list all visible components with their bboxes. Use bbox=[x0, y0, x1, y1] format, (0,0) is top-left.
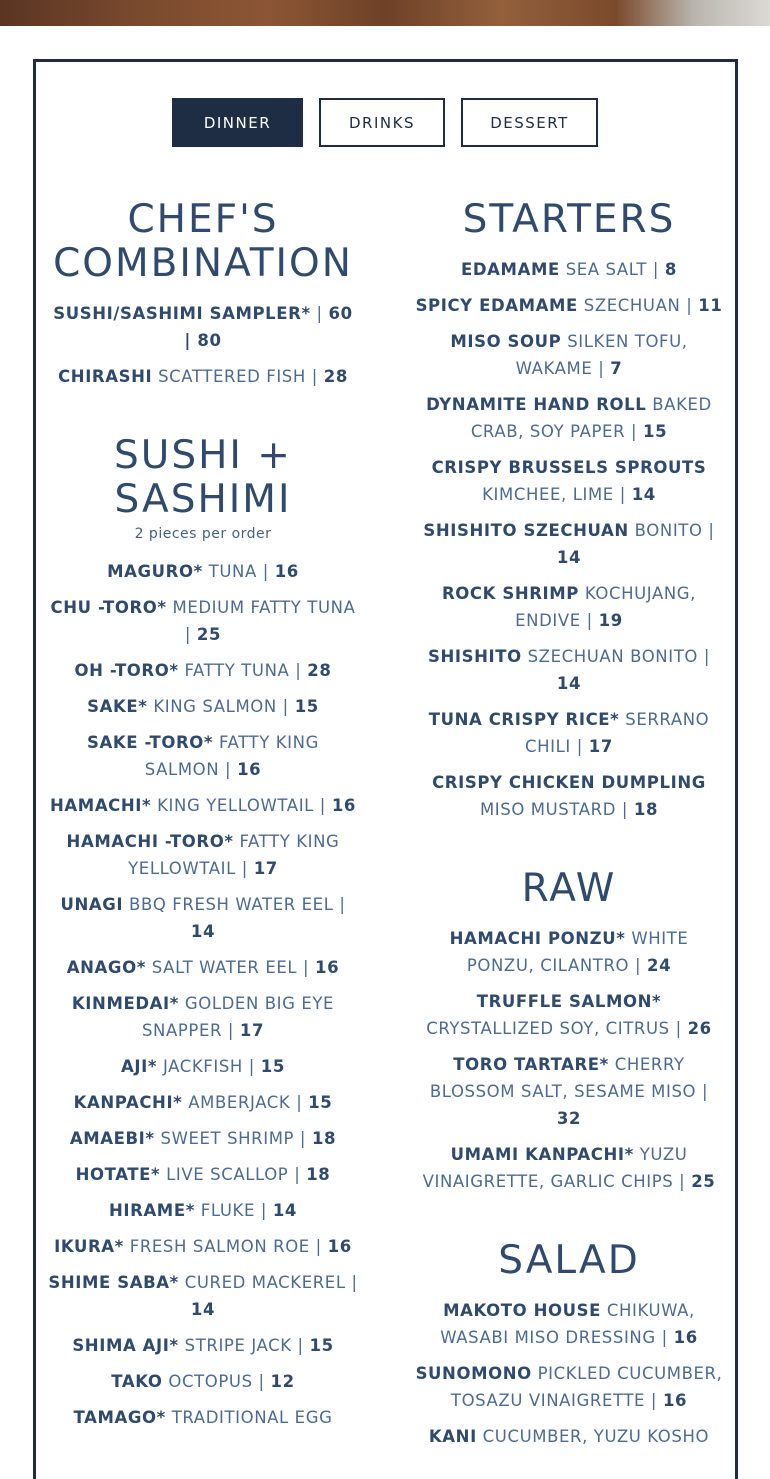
item-description: SILKEN TOFU, WAKAME bbox=[515, 332, 688, 378]
item-name: CHIRASHI bbox=[58, 367, 153, 386]
item-name: SUNOMONO bbox=[415, 1364, 532, 1383]
menu-item bbox=[48, 891, 358, 945]
menu-item bbox=[415, 1360, 723, 1414]
price-separator: | bbox=[252, 1372, 271, 1391]
menu-item bbox=[415, 454, 723, 508]
item-name: HAMACHI -TORO* bbox=[66, 832, 234, 851]
item-name: MAGURO* bbox=[107, 562, 203, 581]
item-price: 15 bbox=[294, 697, 319, 716]
item-price: 15 bbox=[260, 1057, 285, 1076]
item-name: MISO SOUP bbox=[450, 332, 562, 351]
menu-section bbox=[415, 867, 723, 1195]
menu-item bbox=[48, 792, 358, 819]
item-description: SALT WATER EEL bbox=[151, 958, 298, 977]
item-description: KOCHUJANG, ENDIVE bbox=[515, 584, 697, 630]
item-price: 15 bbox=[643, 422, 668, 441]
menu-item bbox=[415, 1141, 723, 1195]
hero-image bbox=[0, 0, 770, 26]
menu-item bbox=[48, 1332, 358, 1359]
price-separator: | bbox=[580, 611, 599, 630]
price-separator: | bbox=[680, 296, 699, 315]
menu-item bbox=[415, 643, 723, 697]
item-price: 17 bbox=[588, 737, 613, 756]
menu-tabs bbox=[0, 98, 770, 147]
item-price: 16 bbox=[315, 958, 340, 977]
menu-section bbox=[48, 198, 358, 390]
menu-item bbox=[48, 1089, 358, 1116]
price-separator: | bbox=[696, 1082, 709, 1101]
menu-item bbox=[48, 729, 358, 783]
item-name: CHU -TORO* bbox=[50, 598, 167, 617]
price-separator: | bbox=[294, 1129, 312, 1148]
item-description: STRIPE JACK bbox=[184, 1336, 292, 1355]
item-price: 17 bbox=[253, 859, 278, 878]
section-title: CHEF'S COMBINATION bbox=[53, 197, 353, 286]
item-name: OH -TORO* bbox=[74, 661, 179, 680]
price-separator: | bbox=[616, 800, 634, 819]
item-name: EDAMAME bbox=[461, 260, 560, 279]
price-separator: | bbox=[570, 737, 589, 756]
item-name: SHIMA AJI* bbox=[72, 1336, 179, 1355]
menu-section bbox=[48, 434, 358, 1431]
price-separator: | bbox=[289, 661, 308, 680]
item-name: ANAGO* bbox=[66, 958, 146, 977]
menu-item bbox=[415, 925, 723, 979]
item-description: KIMCHEE, LIME bbox=[482, 485, 614, 504]
item-description: TRADITIONAL EGG bbox=[171, 1408, 333, 1427]
item-name: HAMACHI PONZU* bbox=[449, 929, 626, 948]
menu-item bbox=[48, 990, 358, 1044]
price-separator: | bbox=[242, 1057, 261, 1076]
item-price: 16 bbox=[662, 1391, 688, 1410]
item-name: TUNA CRISPY RICE* bbox=[428, 710, 620, 729]
menu-item bbox=[48, 1233, 358, 1260]
price-separator: | bbox=[613, 485, 632, 504]
item-name: MAKOTO HOUSE bbox=[443, 1301, 602, 1320]
item-price: 15 bbox=[309, 1336, 334, 1355]
item-price: 15 bbox=[308, 1093, 333, 1112]
menu-section bbox=[415, 198, 723, 823]
item-name: CRISPY CHICKEN DUMPLING bbox=[432, 773, 706, 792]
price-separator: | bbox=[655, 1328, 674, 1347]
price-separator: | bbox=[305, 367, 324, 386]
item-name: SAKE* bbox=[87, 697, 148, 716]
item-description: SWEET SHRIMP bbox=[160, 1129, 295, 1148]
item-price: 14 bbox=[556, 548, 582, 567]
item-price: 60 | 80 bbox=[184, 304, 353, 350]
item-description: FATTY KING YELLOWTAIL bbox=[128, 832, 340, 878]
item-name: IKURA* bbox=[54, 1237, 124, 1256]
item-name: UNAGI bbox=[60, 895, 124, 914]
tab-dinner[interactable]: DINNER bbox=[172, 98, 303, 147]
item-description: KING SALMON bbox=[153, 697, 277, 716]
menu-item bbox=[48, 1269, 358, 1323]
menu-item bbox=[48, 693, 358, 720]
item-name: HIRAME* bbox=[108, 1201, 195, 1220]
item-description: BAKED CRAB, SOY PAPER bbox=[470, 395, 712, 441]
price-separator: | bbox=[673, 1172, 692, 1191]
price-separator: | bbox=[625, 422, 643, 441]
item-name: ROCK SHRIMP bbox=[441, 584, 579, 603]
item-price: 14 bbox=[556, 674, 582, 693]
item-description: FATTY KING SALMON bbox=[144, 733, 319, 779]
section-note: 2 pieces per order bbox=[134, 526, 272, 542]
tab-dessert[interactable]: DESSERT bbox=[461, 98, 598, 147]
menu-item bbox=[48, 1368, 358, 1395]
item-price: 18 bbox=[633, 800, 659, 819]
item-description: GOLDEN BIG EYE SNAPPER bbox=[141, 994, 335, 1040]
price-separator: | bbox=[288, 1165, 307, 1184]
item-price: 18 bbox=[311, 1129, 337, 1148]
item-name: KANPACHI* bbox=[73, 1093, 183, 1112]
price-separator: | bbox=[629, 956, 647, 975]
item-description: CUCUMBER, YUZU KOSHO bbox=[482, 1427, 710, 1446]
price-separator: | bbox=[333, 895, 346, 914]
menu-item bbox=[48, 657, 358, 684]
item-price: 25 bbox=[196, 625, 222, 644]
item-description: CHERRY BLOSSOM SALT, SESAME MISO bbox=[429, 1055, 697, 1101]
menu-item bbox=[48, 363, 358, 390]
menu-item bbox=[415, 580, 723, 634]
price-separator: | bbox=[313, 796, 332, 815]
item-name: DYNAMITE HAND ROLL bbox=[426, 395, 647, 414]
menu-item bbox=[48, 1404, 358, 1431]
item-price: 11 bbox=[698, 296, 723, 315]
price-separator: | bbox=[297, 958, 316, 977]
item-price: 24 bbox=[646, 956, 672, 975]
item-price: 7 bbox=[610, 359, 623, 378]
price-separator: | bbox=[290, 1093, 309, 1112]
item-price: 14 bbox=[631, 485, 656, 504]
item-price: 25 bbox=[691, 1172, 716, 1191]
item-name: TAKO bbox=[111, 1372, 163, 1391]
item-price: 16 bbox=[673, 1328, 698, 1347]
menu-item bbox=[415, 517, 723, 571]
item-price: 8 bbox=[664, 260, 677, 279]
price-separator: | bbox=[254, 1201, 273, 1220]
menu-item bbox=[415, 988, 723, 1042]
price-separator: | bbox=[310, 304, 329, 323]
item-description: SCATTERED FISH bbox=[158, 367, 306, 386]
item-description: CRYSTALLIZED SOY, CITRUS bbox=[426, 1019, 670, 1038]
item-price: 28 bbox=[323, 367, 348, 386]
item-description: SZECHUAN bbox=[583, 296, 681, 315]
price-separator: | bbox=[276, 697, 295, 716]
price-separator: | bbox=[345, 1273, 358, 1292]
item-price: 14 bbox=[190, 1300, 216, 1319]
menu-item bbox=[48, 1197, 358, 1224]
price-separator: | bbox=[219, 760, 238, 779]
item-description: PICKLED CUCUMBER, TOSAZU VINAIGRETTE bbox=[450, 1364, 723, 1410]
left-menu-column bbox=[48, 198, 358, 1475]
right-menu-column bbox=[415, 198, 723, 1479]
item-description: BONITO bbox=[634, 521, 703, 540]
item-name: HOTATE* bbox=[75, 1165, 161, 1184]
item-price: 26 bbox=[687, 1019, 712, 1038]
price-separator: | bbox=[702, 521, 715, 540]
price-separator: | bbox=[647, 260, 665, 279]
item-name: TORO TARTARE* bbox=[453, 1055, 609, 1074]
item-description: MISO MUSTARD bbox=[479, 800, 617, 819]
item-price: 32 bbox=[556, 1109, 582, 1128]
item-description: LIVE SCALLOP bbox=[166, 1165, 289, 1184]
menu-item bbox=[48, 594, 358, 648]
item-name: TAMAGO* bbox=[73, 1408, 166, 1427]
item-description: KING YELLOWTAIL bbox=[157, 796, 314, 815]
menu-item bbox=[415, 706, 723, 760]
price-separator: | bbox=[592, 359, 611, 378]
item-name: HAMACHI* bbox=[50, 796, 152, 815]
item-price: 18 bbox=[306, 1165, 331, 1184]
section-title: STARTERS bbox=[462, 197, 676, 242]
section-title: SUSHI + SASHIMI bbox=[114, 433, 292, 522]
menu-item bbox=[48, 300, 358, 354]
section-title: RAW bbox=[521, 866, 617, 911]
menu-item bbox=[415, 1423, 723, 1450]
item-name: KINMEDAI* bbox=[71, 994, 179, 1013]
price-separator: | bbox=[697, 647, 710, 666]
price-separator: | bbox=[645, 1391, 663, 1410]
item-name: SHISHITO SZECHUAN bbox=[423, 521, 629, 540]
item-description: CURED MACKEREL bbox=[184, 1273, 346, 1292]
menu-item bbox=[415, 1297, 723, 1351]
item-description: AMBERJACK bbox=[188, 1093, 291, 1112]
menu-item bbox=[415, 328, 723, 382]
item-description: FATTY TUNA bbox=[184, 661, 290, 680]
item-price: 16 bbox=[237, 760, 262, 779]
item-name: KANI bbox=[428, 1427, 477, 1446]
price-separator: | bbox=[309, 1237, 328, 1256]
menu-item bbox=[48, 954, 358, 981]
menu-item bbox=[415, 1051, 723, 1132]
item-description: CHIKUWA, WASABI MISO DRESSING bbox=[440, 1301, 695, 1347]
item-price: 28 bbox=[307, 661, 332, 680]
price-separator: | bbox=[669, 1019, 688, 1038]
item-name: SUSHI/SASHIMI SAMPLER* bbox=[53, 304, 311, 323]
item-price: 14 bbox=[190, 922, 216, 941]
item-description: WHITE PONZU, CILANTRO bbox=[466, 929, 689, 975]
item-name: SPICY EDAMAME bbox=[415, 296, 578, 315]
item-price: 16 bbox=[274, 562, 299, 581]
item-price: 14 bbox=[272, 1201, 298, 1220]
item-description: SEA SALT bbox=[565, 260, 648, 279]
item-price: 16 bbox=[327, 1237, 352, 1256]
tab-drinks[interactable]: DRINKS bbox=[319, 98, 445, 147]
item-name: TRUFFLE SALMON* bbox=[476, 992, 662, 1011]
item-name: SAKE -TORO* bbox=[87, 733, 214, 752]
price-separator: | bbox=[256, 562, 275, 581]
item-description: MEDIUM FATTY TUNA bbox=[172, 598, 356, 617]
price-separator: | bbox=[222, 1021, 240, 1040]
item-price: 12 bbox=[270, 1372, 295, 1391]
item-description: BBQ FRESH WATER EEL bbox=[129, 895, 334, 914]
item-name: CRISPY BRUSSELS SPROUTS bbox=[431, 458, 707, 477]
menu-item bbox=[415, 391, 723, 445]
item-description: FLUKE bbox=[200, 1201, 255, 1220]
item-name: UMAMI KANPACHI* bbox=[450, 1145, 634, 1164]
price-separator: | bbox=[184, 625, 197, 644]
item-description: SERRANO CHILI bbox=[525, 710, 710, 756]
menu-item bbox=[48, 558, 358, 585]
item-description: FRESH SALMON ROE bbox=[129, 1237, 310, 1256]
item-name: AMAEBI* bbox=[69, 1129, 155, 1148]
menu-item bbox=[48, 1053, 358, 1080]
section-title: SALAD bbox=[498, 1238, 640, 1283]
item-price: 17 bbox=[239, 1021, 265, 1040]
menu-item bbox=[48, 1125, 358, 1152]
item-description: TUNA bbox=[208, 562, 257, 581]
menu-item bbox=[48, 1161, 358, 1188]
item-name: SHIME SABA* bbox=[48, 1273, 179, 1292]
item-description: SZECHUAN BONITO bbox=[527, 647, 698, 666]
item-description: YUZU VINAIGRETTE, GARLIC CHIPS bbox=[422, 1145, 688, 1191]
item-description: OCTOPUS bbox=[168, 1372, 253, 1391]
item-price: 16 bbox=[331, 796, 356, 815]
menu-item bbox=[48, 828, 358, 882]
item-name: SHISHITO bbox=[428, 647, 522, 666]
item-description: JACKFISH bbox=[162, 1057, 243, 1076]
item-price: 19 bbox=[598, 611, 623, 630]
menu-section bbox=[415, 1239, 723, 1450]
price-separator: | bbox=[291, 1336, 310, 1355]
menu-item bbox=[415, 256, 723, 283]
menu-item bbox=[415, 769, 723, 823]
item-name: AJI* bbox=[121, 1057, 158, 1076]
menu-item bbox=[415, 292, 723, 319]
price-separator: | bbox=[235, 859, 254, 878]
